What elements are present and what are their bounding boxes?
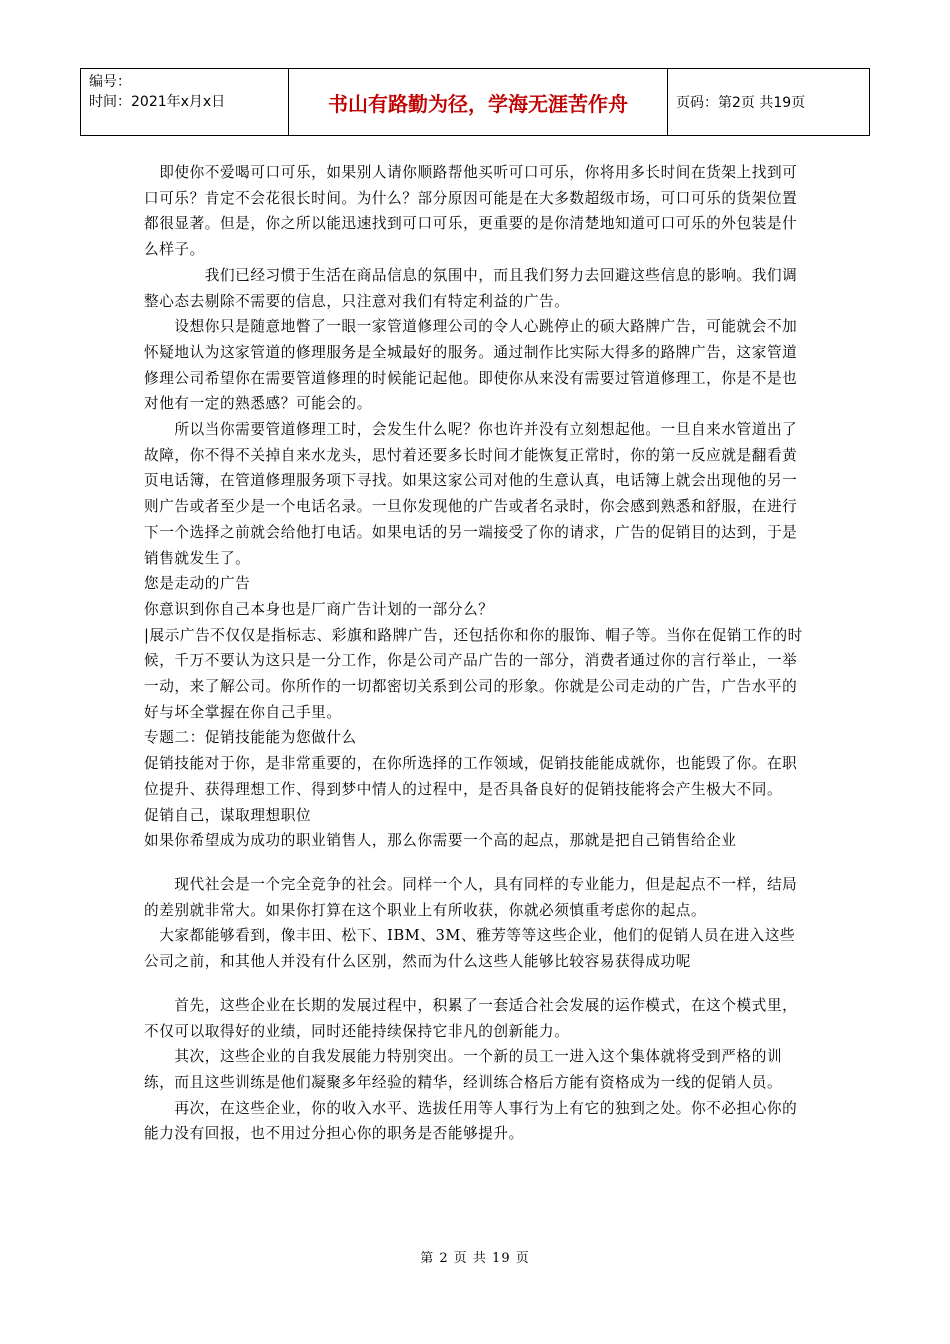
- paragraph: 现代社会是一个完全竞争的社会。同样一个人，具有同样的专业能力，但是起点不一样，结局的差别就非常大。如果你打算在这个职业上有所收获，你就必须慎重考虑你的起点。: [144, 875, 798, 919]
- paragraph: 你意识到你自己本身也是厂商广告计划的一部分么？: [144, 600, 494, 618]
- header-page-info: 页码：第2页 共19页: [668, 69, 870, 136]
- paragraph: 设想你只是随意地瞥了一眼一家管道修理公司的令人心跳停止的硕大路牌广告，可能就会不加怀疑地认为这家管道的修理服务是全城最好的服务。通过制作比实际大得多的路牌广告，这家管道修理公司希望你在需要管道修理的时候能记起他。即使你从来没有需要过管道修理工，你是不是也对他有一定的熟悉感？可能会的。: [144, 318, 798, 413]
- paragraph: |展示广告不仅仅是指标志、彩旗和路牌广告，还包括你和你的服饰、帽子等。当你在促销工作的时候，千万不要认为这只是一分工作，你是公司产品广告的一部分，消费者通过你的言行举止，一举一动，来了解公司。你所作的一切都密切关系到公司的形象。你就是公司走动的广告，广告水平的好与坏全掌握在你自己手里。: [144, 626, 803, 721]
- header-table: [80, 68, 870, 136]
- section-heading: 专题二：促销技能能为您做什么: [144, 729, 357, 747]
- section-heading: 您是走动的广告: [144, 575, 251, 593]
- paragraph: 其次，这些企业的自我发展能力特别突出。一个新的员工一进入这个集体就将受到严格的训练，而且这些训练是他们凝聚多年经验的精华，经训练合格后方能有资格成为一线的促销人员。: [144, 1048, 783, 1091]
- paragraph: 大家都能够看到，像丰田、松下、IBM、3M、雅芳等等这些企业，他们的促销人员在进入这些公司之前，和其他人并没有什么区别，然而为什么这些人能够比较容易获得成功呢: [144, 927, 796, 971]
- paragraph: 促销技能对于你，是非常重要的，在你所选择的工作领域，促销技能能成就你，也能毁了你。在职位提升、获得理想工作、得到梦中情人的过程中，是否具备良好的促销技能将会产生极大不同。: [144, 755, 798, 798]
- section-heading: 促销自己，谋取理想职位: [144, 806, 312, 824]
- paragraph: 即使你不爱喝可口可乐，如果别人请你顺路帮他买听可口可乐，你将用多长时间在货架上找到可口可乐？肯定不会花很长时间。为什么？部分原因可能是在大多数超级市场，可口可乐的货架位置都很显著。但是，你之所以能迅速找到可口可乐，更重要的是你清楚地知道可口可乐的外包装是什么样子。: [144, 164, 798, 259]
- paragraph: 如果你希望成为成功的职业销售人，那么你需要一个高的起点，那就是把自己销售给企业: [144, 832, 737, 850]
- paragraph: 再次，在这些企业，你的收入水平、选拔任用等人事行为上有它的独到之处。你不必担心你的能力没有回报，也不用过分担心你的职务是否能够提升。: [144, 1099, 798, 1143]
- paragraph: 首先，这些企业在长期的发展过程中，积累了一套适合社会发展的运作模式，在这个模式里，不仅可以取得好的业绩，同时还能持续保持它非凡的创新能力。: [144, 996, 798, 1040]
- header-motto: 书山有路勤为径，学海无涯苦作舟: [289, 69, 668, 136]
- document-body: [144, 160, 808, 1147]
- document-number: 编号：: [89, 74, 131, 90]
- header-meta: [81, 69, 289, 136]
- document-time: 时间：2021年x月x日: [89, 94, 226, 110]
- paragraph: 所以当你需要管道修理工时，会发生什么呢？你也许并没有立刻想起他。一旦自来水管道出了故障，你不得不关掉自来水龙头，思忖着还要多长时间才能恢复正常时，你的第一反应就是翻看黄页电话簿，在管道修理服务项下寻找。如果这家公司对他的生意认真，电话簿上就会出现他的另一则广告或者至少是一个电话名录。一旦你发现他的广告或者名录时，你会感到熟悉和舒服，在进行下一个选择之前就会给他打电话。如果电话的另一端接受了你的请求，广告的促销目的达到，于是销售就发生了。: [144, 421, 798, 567]
- paragraph: 我们已经习惯于生活在商品信息的氛围中，而且我们努力去回避这些信息的影响。我们调整心态去剔除不需要的信息，只注意对我们有特定利益的广告。: [144, 266, 798, 310]
- page-footer: 第 2 页 共 19 页: [420, 1251, 530, 1266]
